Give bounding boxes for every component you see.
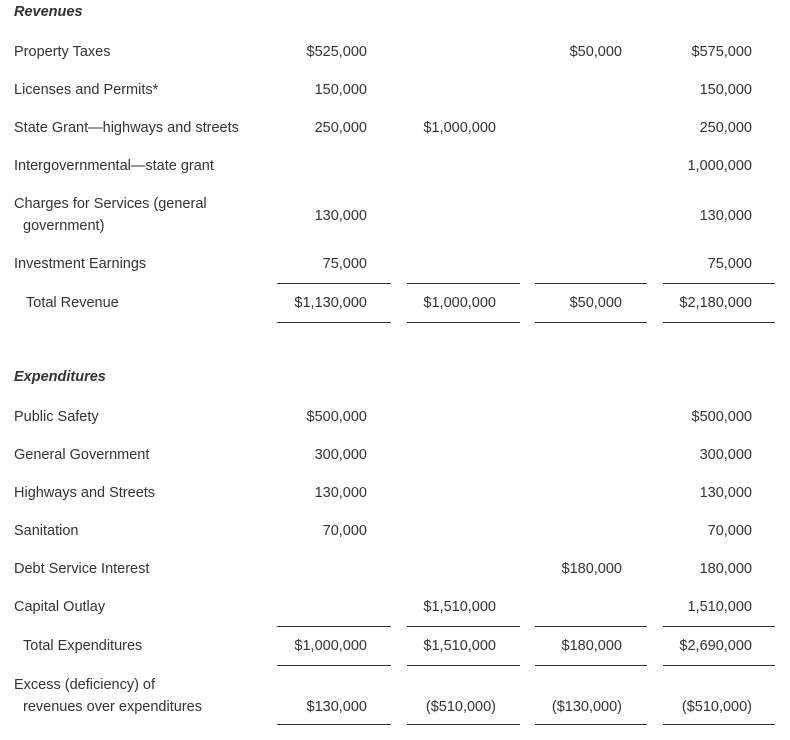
cell-total: 130,000 (699, 208, 752, 224)
cell-general-fund: $525,000 (306, 44, 367, 60)
row-label-line2: government) (23, 218, 105, 234)
rule-line (277, 626, 391, 627)
cell-total: ($510,000) (681, 699, 752, 715)
cell-debt-service: $180,000 (561, 638, 622, 654)
cell-debt-service: $50,000 (569, 44, 622, 60)
rule-line (535, 283, 647, 284)
expenditures-heading: Expenditures (14, 369, 106, 385)
row-label: Capital Outlay (14, 599, 106, 615)
cell-total: 130,000 (699, 485, 752, 501)
cell-debt-service: ($130,000) (551, 699, 622, 715)
cell-capital-projects: $1,510,000 (423, 638, 496, 654)
table-row (0, 520, 790, 542)
cell-general-fund: 300,000 (314, 447, 367, 463)
row-label (14, 674, 264, 718)
cell-general-fund: 130,000 (314, 208, 367, 224)
rule-line (407, 665, 520, 666)
rule-line (663, 626, 775, 627)
rule-line (277, 724, 391, 725)
row-label: Total Expenditures (23, 638, 143, 654)
table-row (0, 406, 790, 428)
cell-total: 70,000 (707, 523, 752, 539)
table-row (0, 482, 790, 504)
row-label: Debt Service Interest (14, 561, 150, 577)
excess-row (0, 674, 790, 720)
cell-total: 180,000 (699, 561, 752, 577)
total-expenditures-row (0, 635, 790, 657)
rule-line (277, 665, 391, 666)
total-revenue-row (0, 292, 790, 314)
cell-total: $575,000 (691, 44, 752, 60)
cell-general-fund: $1,130,000 (294, 295, 367, 311)
cell-general-fund: 75,000 (322, 256, 367, 272)
table-row (0, 596, 790, 618)
cell-total: $500,000 (691, 409, 752, 425)
table-row (0, 117, 790, 139)
rule-line (407, 283, 520, 284)
cell-total: $2,180,000 (679, 295, 752, 311)
row-label: Property Taxes (14, 44, 111, 60)
row-label-line1: Excess (deficiency) of (14, 677, 156, 693)
rule-line (535, 626, 647, 627)
cell-general-fund: 250,000 (314, 120, 367, 136)
rule-line (663, 724, 775, 725)
cell-general-fund: 150,000 (314, 82, 367, 98)
rule-line (663, 283, 775, 284)
cell-total: $2,690,000 (679, 638, 752, 654)
rule-line (277, 283, 391, 284)
row-label: Licenses and Permits* (14, 82, 159, 98)
rule-line (277, 322, 391, 323)
row-label (14, 193, 264, 237)
rule-line (663, 665, 775, 666)
rule-line (407, 626, 520, 627)
cell-total: 250,000 (699, 120, 752, 136)
cell-general-fund: $500,000 (306, 409, 367, 425)
cell-total: 1,510,000 (687, 599, 752, 615)
cell-debt-service: $50,000 (569, 295, 622, 311)
revenues-heading: Revenues (14, 4, 83, 20)
row-label: Investment Earnings (14, 256, 147, 272)
row-label: Sanitation (14, 523, 79, 539)
cell-general-fund: $1,000,000 (294, 638, 367, 654)
rule-line (535, 665, 647, 666)
cell-general-fund: $130,000 (306, 699, 367, 715)
row-label: Total Revenue (26, 295, 119, 311)
rule-line (535, 322, 647, 323)
cell-capital-projects: $1,510,000 (423, 599, 496, 615)
cell-capital-projects: $1,000,000 (423, 295, 496, 311)
rule-line (535, 724, 647, 725)
cell-capital-projects: ($510,000) (425, 699, 496, 715)
rule-line (407, 322, 520, 323)
table-row (0, 79, 790, 101)
table-row (0, 193, 790, 239)
row-label-line2: revenues over expenditures (23, 699, 202, 715)
cell-capital-projects: $1,000,000 (423, 120, 496, 136)
rule-line (407, 724, 520, 725)
row-label: State Grant—highways and streets (14, 120, 239, 136)
cell-total: 1,000,000 (687, 158, 752, 174)
cell-total: 75,000 (707, 256, 752, 272)
cell-general-fund: 130,000 (314, 485, 367, 501)
cell-debt-service: $180,000 (561, 561, 622, 577)
row-label: Highways and Streets (14, 485, 156, 501)
cell-total: 300,000 (699, 447, 752, 463)
row-label: General Government (14, 447, 150, 463)
table-row (0, 155, 790, 177)
table-row (0, 253, 790, 275)
cell-total: 150,000 (699, 82, 752, 98)
table-row (0, 444, 790, 466)
row-label: Public Safety (14, 409, 99, 425)
row-label: Intergovernmental—state grant (14, 158, 214, 174)
table-row (0, 41, 790, 63)
rule-line (663, 322, 775, 323)
table-row (0, 558, 790, 580)
row-label-line1: Charges for Services (general (14, 196, 207, 212)
cell-general-fund: 70,000 (322, 523, 367, 539)
